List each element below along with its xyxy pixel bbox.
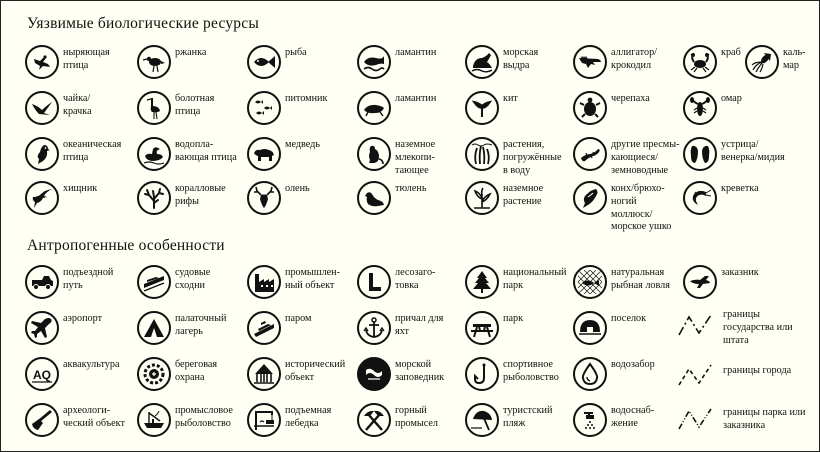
legend-item-settlement: поселок xyxy=(573,311,773,355)
human-section-title: Антропогенные особенности xyxy=(27,237,225,254)
legend-item-terrestrial-mammal: наземное млекопи- тающее xyxy=(357,137,557,181)
legend-item-sport-fishing: спортивное рыболовство xyxy=(465,357,665,401)
gull-tern-icon xyxy=(25,91,59,125)
legend-item-commercial-fishing: промысловое рыболовство xyxy=(137,403,337,447)
legend-item-park: парк xyxy=(465,311,665,355)
coral-icon xyxy=(137,181,171,215)
legend-item-state-boundary: границы государства или штата xyxy=(677,307,817,351)
legend-item-waterfowl: водопла- вающая птица xyxy=(137,137,337,181)
city-boundary-icon xyxy=(677,359,717,389)
legend-item-gull: чайка/ крачка xyxy=(25,91,225,135)
deer-icon xyxy=(247,181,281,215)
campground-icon xyxy=(137,311,171,345)
legend-item-access: подъездной путь xyxy=(25,265,225,309)
water-intake-icon xyxy=(573,357,607,391)
legend-item-alligator: аллигатор/ крокодил xyxy=(573,45,773,89)
lobster-icon xyxy=(683,91,717,125)
legend-item-raptor: хищник xyxy=(25,181,225,225)
state-boundary-icon xyxy=(677,309,717,339)
legend-item-boat-ramp: судовые сходни xyxy=(137,265,337,309)
alligator-icon xyxy=(573,45,607,79)
svg-text:AQ: AQ xyxy=(33,368,51,382)
legend-item-deer: олень xyxy=(247,181,447,225)
gastropod-icon xyxy=(573,181,607,215)
coast-guard-icon xyxy=(137,357,171,391)
marine-sanctuary-icon xyxy=(357,357,391,391)
wading-bird-icon xyxy=(137,91,171,125)
raptor-icon xyxy=(25,181,59,215)
legend-item-coast-guard: береговая охрана xyxy=(137,357,337,401)
manatee-icon xyxy=(357,45,391,79)
waterfowl-icon xyxy=(137,137,171,171)
legend-item-campground: палаточный лагерь xyxy=(137,311,337,355)
legend-item-squid: каль- мар xyxy=(745,45,819,89)
logging-icon xyxy=(357,265,391,299)
legend-item-manatee-2: ламантин xyxy=(357,91,557,135)
access-vehicle-icon xyxy=(25,265,59,299)
legend-item-seal: тюлень xyxy=(357,181,557,225)
mining-icon xyxy=(357,403,391,437)
diving-bird-icon xyxy=(25,45,59,79)
aquaculture-icon xyxy=(25,357,59,391)
native-settlement-icon xyxy=(573,311,607,345)
legend-item-city-boundary: границы города xyxy=(677,357,817,401)
legend-item-shorebird: ржанка xyxy=(137,45,337,89)
lift-winch-icon xyxy=(247,403,281,437)
legend-item-national-park: национальный парк xyxy=(465,265,665,309)
sea-otter-icon xyxy=(465,45,499,79)
legend-item-beach: туристский пляж xyxy=(465,403,665,447)
fish-hatchery-icon xyxy=(573,265,607,299)
terrestrial-mammal-icon xyxy=(357,137,391,171)
legend-item-lobster: омар xyxy=(683,91,820,135)
commercial-fishing-icon xyxy=(137,403,171,437)
terrestrial-plant-icon xyxy=(465,181,499,215)
legend-item-terrestrial-plant: наземное растение xyxy=(465,181,665,225)
legend-item-shrimp: креветка xyxy=(683,181,820,225)
manatee-icon xyxy=(357,91,391,125)
archaeological-site-icon xyxy=(25,403,59,437)
legend-item-marina: причал для яхт xyxy=(357,311,557,355)
legend-item-ferry: паром xyxy=(247,311,447,355)
squid-icon xyxy=(745,45,779,79)
legend-item-fish: рыба xyxy=(247,45,447,89)
hatchery-icon xyxy=(247,91,281,125)
sport-fishing-icon xyxy=(465,357,499,391)
legend-item-amphibian: другие пресмы- кающиеся/ земноводные xyxy=(573,137,773,181)
industrial-facility-icon xyxy=(247,265,281,299)
legend-item-mining: горный промысел xyxy=(357,403,557,447)
whale-icon xyxy=(465,91,499,125)
shorebird-icon xyxy=(137,45,171,79)
legend-item-hatchery: питомник xyxy=(247,91,447,135)
submerged-plant-icon xyxy=(465,137,499,171)
airport-icon xyxy=(25,311,59,345)
ferry-icon xyxy=(247,311,281,345)
legend-item-historical: исторический объект xyxy=(247,357,447,401)
bivalve-icon xyxy=(683,137,717,171)
legend-item-water-supply: водоснаб- жение xyxy=(573,403,773,447)
legend-item-coral: коралловые рифы xyxy=(137,181,337,225)
legend-item-refuge: заказник xyxy=(683,265,820,309)
legend-item-fish-hatchery: натуральная рыбная ловля xyxy=(573,265,773,309)
seal-icon xyxy=(357,181,391,215)
park-icon xyxy=(465,311,499,345)
boat-ramp-icon xyxy=(137,265,171,299)
legend-item-bivalve: устрица/ венерка/мидия xyxy=(683,137,820,181)
legend-item-industrial: промышлен- ный объект xyxy=(247,265,447,309)
crab-icon xyxy=(683,45,717,79)
legend-item-park-boundary: границы парка или заказника xyxy=(677,401,817,445)
refuge-icon xyxy=(683,265,717,299)
bear-icon xyxy=(247,137,281,171)
beach-icon xyxy=(465,403,499,437)
shrimp-icon xyxy=(683,181,717,215)
legend-item-sea-otter: морская выдра xyxy=(465,45,665,89)
marina-icon xyxy=(357,311,391,345)
legend-item-logging: лесозаго- товка xyxy=(357,265,557,309)
legend-item-pelagic-bird: океаническая птица xyxy=(25,137,225,181)
legend-item-aquaculture: AQ аквакультура xyxy=(25,357,225,401)
legend-item-archaeological: археологи- ческий объект xyxy=(25,403,225,447)
legend-item-wading-bird: болотная птица xyxy=(137,91,337,135)
legend-item-marine-sanctuary: морской заповедник xyxy=(357,357,557,401)
park-boundary-icon xyxy=(677,403,717,433)
legend-item-lift: подъемная лебедка xyxy=(247,403,447,447)
amphibian-reptile-icon xyxy=(573,137,607,171)
turtle-icon xyxy=(573,91,607,125)
legend-item-water-intake: водозабор xyxy=(573,357,773,401)
legend-item-whale: кит xyxy=(465,91,665,135)
legend-item-submerged-plant: растения, погружённые в воду xyxy=(465,137,665,181)
legend-item-diving-bird: ныряющая птица xyxy=(25,45,225,89)
legend-item-crab: краб xyxy=(683,45,820,89)
legend-item-bear: медведь xyxy=(247,137,447,181)
bio-section-title: Уязвимые биологические ресурсы xyxy=(27,15,259,32)
historical-site-icon xyxy=(247,357,281,391)
national-park-icon xyxy=(465,265,499,299)
water-supply-icon xyxy=(573,403,607,437)
legend-item-manatee: ламантин xyxy=(357,45,557,89)
fish-icon xyxy=(247,45,281,79)
legend-item-turtle: черепаха xyxy=(573,91,773,135)
legend-item-airport: аэропорт xyxy=(25,311,225,355)
pelagic-bird-icon xyxy=(25,137,59,171)
legend-item-gastropod: конх/брюхо- ногий моллюск/ морское ушко xyxy=(573,181,773,225)
